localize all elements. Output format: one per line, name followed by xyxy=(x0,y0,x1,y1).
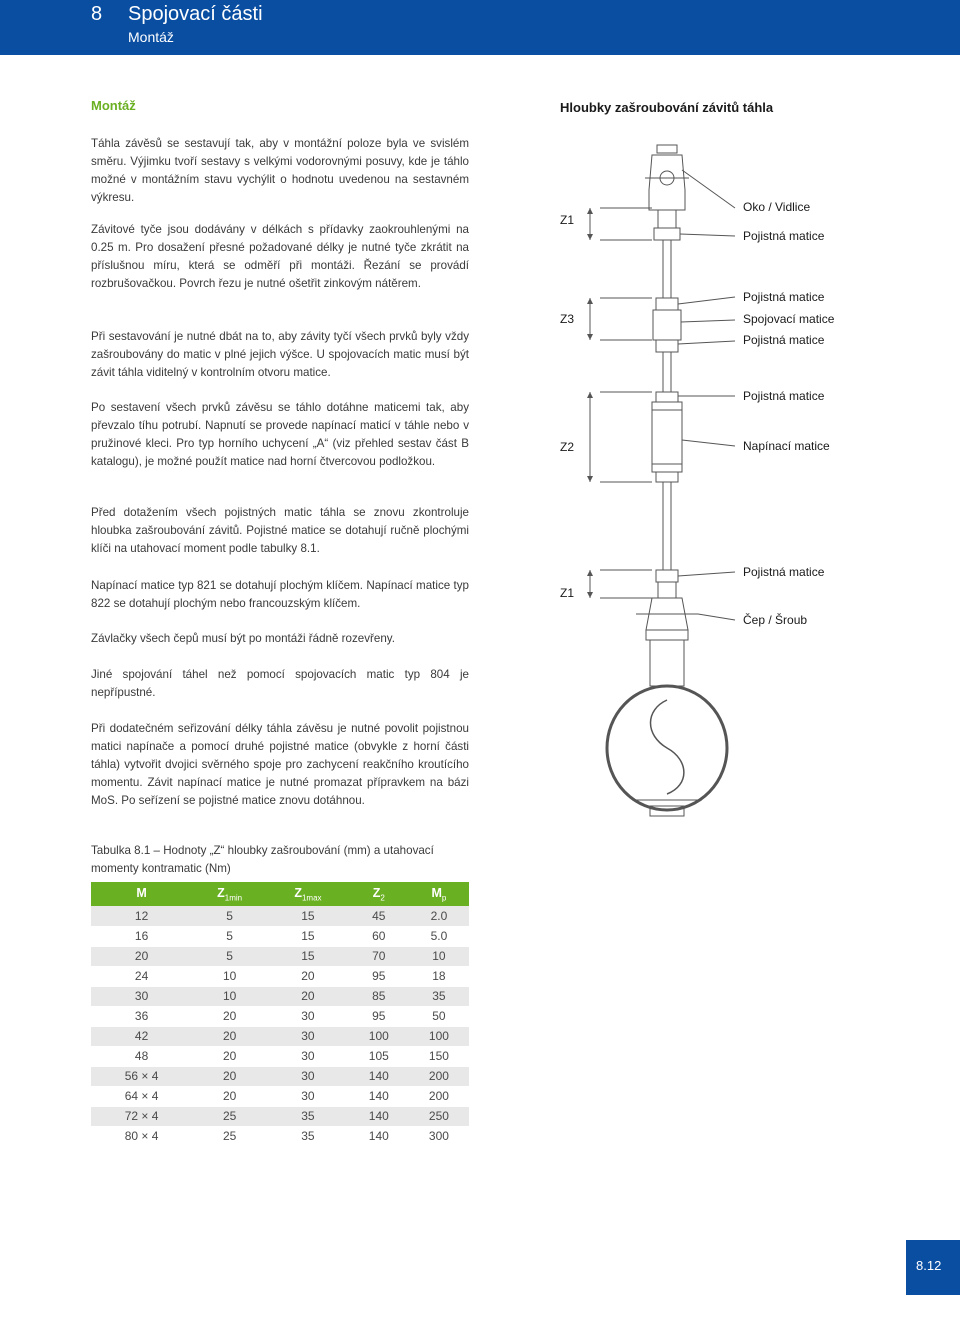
table-row xyxy=(91,1086,469,1106)
table-cell: 250 xyxy=(409,1106,469,1126)
table-cell: 100 xyxy=(349,1026,409,1046)
table-row xyxy=(91,966,469,986)
chapter-number: 8 xyxy=(91,3,103,25)
table-cell: 20 xyxy=(267,986,349,1006)
table-cell: 100 xyxy=(409,1026,469,1046)
table-cell: 10 xyxy=(192,986,267,1006)
table-cell: 72 × 4 xyxy=(91,1106,192,1126)
table-cell: 30 xyxy=(267,1026,349,1046)
chapter-subtitle: Montáž xyxy=(128,29,174,45)
paragraph: Napínací matice typ 821 se dotahují plochým klíčem. Napínací matice typ 822 se dotahují plochým nebo francouzským klíčem. xyxy=(91,579,469,610)
table-cell: 30 xyxy=(267,1006,349,1026)
table-cell: 25 xyxy=(192,1106,267,1126)
table-cell: 140 xyxy=(349,1086,409,1106)
z-label: Z1 xyxy=(560,586,575,600)
table-row xyxy=(91,1126,469,1146)
table-cell: 30 xyxy=(267,1066,349,1086)
z-label: Z1 xyxy=(560,213,575,227)
table-cell: 150 xyxy=(409,1046,469,1066)
table-cell: 300 xyxy=(409,1126,469,1146)
chapter-header xyxy=(0,0,960,55)
table-cell: 35 xyxy=(267,1106,349,1126)
lock-nut-icon xyxy=(656,392,678,402)
paragraph: Při dodatečném seřizování délky táhla závěsu je nutné povolit pojistnou matici napínače a pomocí druhé pojistné matice (obvykle z horní části táhla) vytvořit dvojici svěrného spoje pro zachycení reakčního kroutícího momentu. Závit napínací matice je nutné promazat přípravkem na bázi MoS. Po seřízení se pojistné matice znovu dotáhnou. xyxy=(91,722,469,807)
table-cell: 2.0 xyxy=(409,906,469,926)
table-cell: 64 × 4 xyxy=(91,1086,192,1106)
table-cell: 20 xyxy=(192,1026,267,1046)
table-cell: 20 xyxy=(192,1006,267,1026)
header-cell: M xyxy=(91,882,192,906)
header-cell: $Z_2$ xyxy=(349,882,409,906)
table-cell: 20 xyxy=(91,946,192,966)
table-cell: 48 xyxy=(91,1046,192,1066)
clevis-top-icon xyxy=(657,145,677,153)
table-row xyxy=(91,986,469,1006)
table-cell: 20 xyxy=(192,1066,267,1086)
table-cell: 140 xyxy=(349,1066,409,1086)
lock-nut-icon xyxy=(654,228,680,240)
paragraph: Jiné spojování táhel než pomocí spojovacích matic typ 804 je nepřípustné. xyxy=(91,668,469,699)
part-label: Pojistná matice xyxy=(743,565,825,579)
table-cell: 42 xyxy=(91,1026,192,1046)
paragraph: Závitové tyče jsou dodávány v délkách s přídavky zaokrouhlenými na 0.25 m. Pro dosažení přesné požadované délky je nutné tyče zkrátit na příslušnou míru, která se odměří při montáži. Řezání se provádí rozbrušovačkou. Povrch řezu je nutné ošetřit zinkovým nátěrem. xyxy=(91,223,469,290)
table-cell: 30 xyxy=(267,1086,349,1106)
coupling-nut-icon xyxy=(653,310,681,340)
table-cell: 5 xyxy=(192,906,267,926)
table-row xyxy=(91,946,469,966)
table-row xyxy=(91,906,469,926)
table-cell: 56 × 4 xyxy=(91,1066,192,1086)
part-label: Pojistná matice xyxy=(743,229,825,243)
part-label: Oko / Vidlice xyxy=(743,200,811,214)
paragraph: Táhla závěsů se sestavují tak, aby v montážní poloze byla ve svislém směru. Výjimku tvoří sestavy s velkými vodorovnými posuvy, kde je táhlo možné v montážním stavu vychýlit o hodnotu uvedenou na sestavném výkresu. xyxy=(91,137,469,204)
part-label: Napínací matice xyxy=(743,439,830,453)
table-caption: Tabulka 8.1 – Hodnoty „Z“ hloubky zašroubování (mm) a utahovací momenty kontramatic (Nm) xyxy=(91,844,434,875)
table-cell: 35 xyxy=(267,1126,349,1146)
table-cell: 20 xyxy=(192,1086,267,1106)
table-cell: 35 xyxy=(409,986,469,1006)
table-cell: 24 xyxy=(91,966,192,986)
table-cell: 15 xyxy=(267,946,349,966)
table-row xyxy=(91,1066,469,1086)
table-cell: 140 xyxy=(349,1106,409,1126)
table-cell: 50 xyxy=(409,1006,469,1026)
header-cell: $M_p$ xyxy=(409,882,469,906)
table-cell: 10 xyxy=(192,966,267,986)
table-row xyxy=(91,1026,469,1046)
table-cell: 45 xyxy=(349,906,409,926)
part-label: Pojistná matice xyxy=(743,333,825,347)
table-cell: 140 xyxy=(349,1126,409,1146)
clevis-icon xyxy=(649,155,685,210)
turnbuckle-icon xyxy=(652,402,682,472)
header-cell: $Z_{1max}$ xyxy=(267,882,349,906)
table-cell: 10 xyxy=(409,946,469,966)
table-cell: 105 xyxy=(349,1046,409,1066)
part-label: Spojovací matice xyxy=(743,312,835,326)
table-cell: 5.0 xyxy=(409,926,469,946)
diagram-title: Hloubky zašroubování závitů táhla xyxy=(560,100,774,115)
table-cell: 12 xyxy=(91,906,192,926)
table-cell: 16 xyxy=(91,926,192,946)
table-row xyxy=(91,1046,469,1066)
table-cell: 15 xyxy=(267,926,349,946)
table-cell: 5 xyxy=(192,946,267,966)
table-cell: 200 xyxy=(409,1066,469,1086)
paragraph: Před dotažením všech pojistných matic táhla se znovu zkontroluje hloubka zašroubování závitů. Pojistné matice se dotahují ručně plochými klíči na utahovací moment podle tabulky 8.1. xyxy=(91,506,469,555)
table-cell: 80 × 4 xyxy=(91,1126,192,1146)
tightening-table xyxy=(91,882,469,1147)
part-label: Pojistná matice xyxy=(743,389,825,403)
z-label: Z2 xyxy=(560,440,575,454)
lock-nut-icon xyxy=(656,570,678,582)
section-title: Montáž xyxy=(91,98,136,113)
lock-nut-icon xyxy=(656,298,678,310)
table-cell: 95 xyxy=(349,1006,409,1026)
page-number: 8.12 xyxy=(906,1240,960,1295)
table-header-row xyxy=(91,882,469,906)
paragraph: Závlačky všech čepů musí být po montáži řádně rozevřeny. xyxy=(91,632,395,645)
table-cell: 25 xyxy=(192,1126,267,1146)
table-cell: 5 xyxy=(192,926,267,946)
part-label: Pojistná matice xyxy=(743,290,825,304)
table-cell: 18 xyxy=(409,966,469,986)
header-cell: $Z_{1min}$ xyxy=(192,882,267,906)
chapter-title: Spojovací části xyxy=(128,3,263,25)
table-cell: 20 xyxy=(267,966,349,986)
table-row xyxy=(91,1006,469,1026)
paragraph: Při sestavování je nutné dbát na to, aby závity tyčí všech prvků byly vždy zašroubovány do matic v plné jejich výšce. U spojovacích matic musí být závit táhla viditelný v kontrolním otvoru matice. xyxy=(91,330,469,379)
table-row xyxy=(91,1106,469,1126)
table-cell: 85 xyxy=(349,986,409,1006)
table-cell: 20 xyxy=(192,1046,267,1066)
table-row xyxy=(91,926,469,946)
table-cell: 200 xyxy=(409,1086,469,1106)
table-cell: 95 xyxy=(349,966,409,986)
paragraph: Po sestavení všech prvků závěsu se táhlo dotáhne maticemi tak, aby převzalo tíhu potrubí. Napnutí se provede napínací maticí v táhle nebo v pružinové kleci. Pro typ horního uchycení „A“ (viz přehled sestav část B katalogu), je možné použít matice nad horní čtvercovou podložkou. xyxy=(91,401,469,468)
z-label: Z3 xyxy=(560,312,575,326)
table-cell: 15 xyxy=(267,906,349,926)
lock-nut-icon xyxy=(656,472,678,482)
lock-nut-icon xyxy=(656,340,678,352)
table-cell: 60 xyxy=(349,926,409,946)
table-cell: 30 xyxy=(267,1046,349,1066)
table-cell: 36 xyxy=(91,1006,192,1026)
table-cell: 30 xyxy=(91,986,192,1006)
part-label: Čep / Šroub xyxy=(743,613,808,627)
table-cell: 70 xyxy=(349,946,409,966)
